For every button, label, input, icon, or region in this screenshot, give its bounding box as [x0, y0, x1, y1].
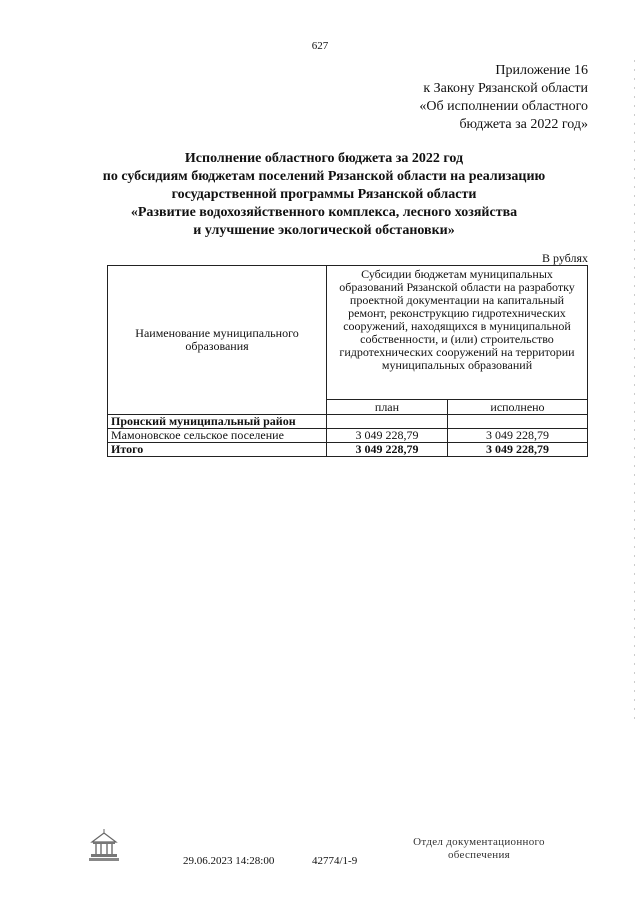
document-title: [60, 150, 588, 240]
appendix-line: к Закону Рязанской области: [423, 81, 588, 96]
footer-doc-number: 42774/1-9: [312, 855, 358, 867]
empty-cell: [447, 415, 587, 429]
building-stamp-icon: [88, 828, 120, 862]
title-line: по субсидиям бюджетам поселений Рязанской области на реализацию: [102, 169, 546, 184]
plan-value-cell: 3 049 228,79: [327, 429, 448, 443]
table-row: [108, 415, 588, 429]
footer-date: 29.06.2023 14:28:00: [183, 855, 275, 867]
units-label: В рублях: [541, 251, 588, 265]
appendix-block: [419, 62, 588, 134]
district-cell: Пронский муниципальный район: [108, 415, 327, 429]
total-plan-cell: 3 049 228,79: [327, 443, 448, 457]
total-done-cell: 3 049 228,79: [447, 443, 587, 457]
title-line: и улучшение экологической обстановки»: [193, 223, 455, 238]
empty-cell: [327, 415, 448, 429]
settlement-name-cell: Мамоновское сельское поселение: [108, 429, 327, 443]
title-line: Исполнение областного бюджета за 2022 год: [184, 151, 464, 166]
done-value-cell: 3 049 228,79: [447, 429, 587, 443]
table-header-row: [108, 266, 588, 400]
header-subsidy-cell: Субсидии бюджетам муниципальных образований Рязанской области на разработку проектной документации на капитальный ремонт, реконструкцию гидротехнических сооружений, находящихся в муниципальной собственности, и (или) строительство гидротехнических сооружений на территории муниципальных образований: [327, 266, 588, 400]
table-total-row: [108, 443, 588, 457]
report-table: [107, 265, 588, 457]
total-label-cell: Итого: [108, 443, 327, 457]
title-line: государственной программы Рязанской области: [171, 187, 477, 202]
department-line: Отдел документационного: [413, 836, 545, 848]
header-name-cell: Наименование муниципального образования: [108, 266, 327, 415]
appendix-line: Приложение 16: [495, 63, 588, 78]
header-done-cell: исполнено: [447, 400, 587, 415]
page-number: 627: [311, 40, 329, 52]
department-stamp: [404, 836, 554, 862]
appendix-line: «Об исполнении областного: [419, 99, 588, 114]
scan-edge-marks: [633, 60, 636, 720]
header-plan-cell: план: [327, 400, 448, 415]
title-line: «Развитие водохозяйственного комплекса, лесного хозяйства: [130, 205, 518, 220]
department-line: обеспечения: [447, 849, 511, 861]
appendix-line: бюджета за 2022 год»: [459, 117, 588, 132]
table-row: [108, 429, 588, 443]
